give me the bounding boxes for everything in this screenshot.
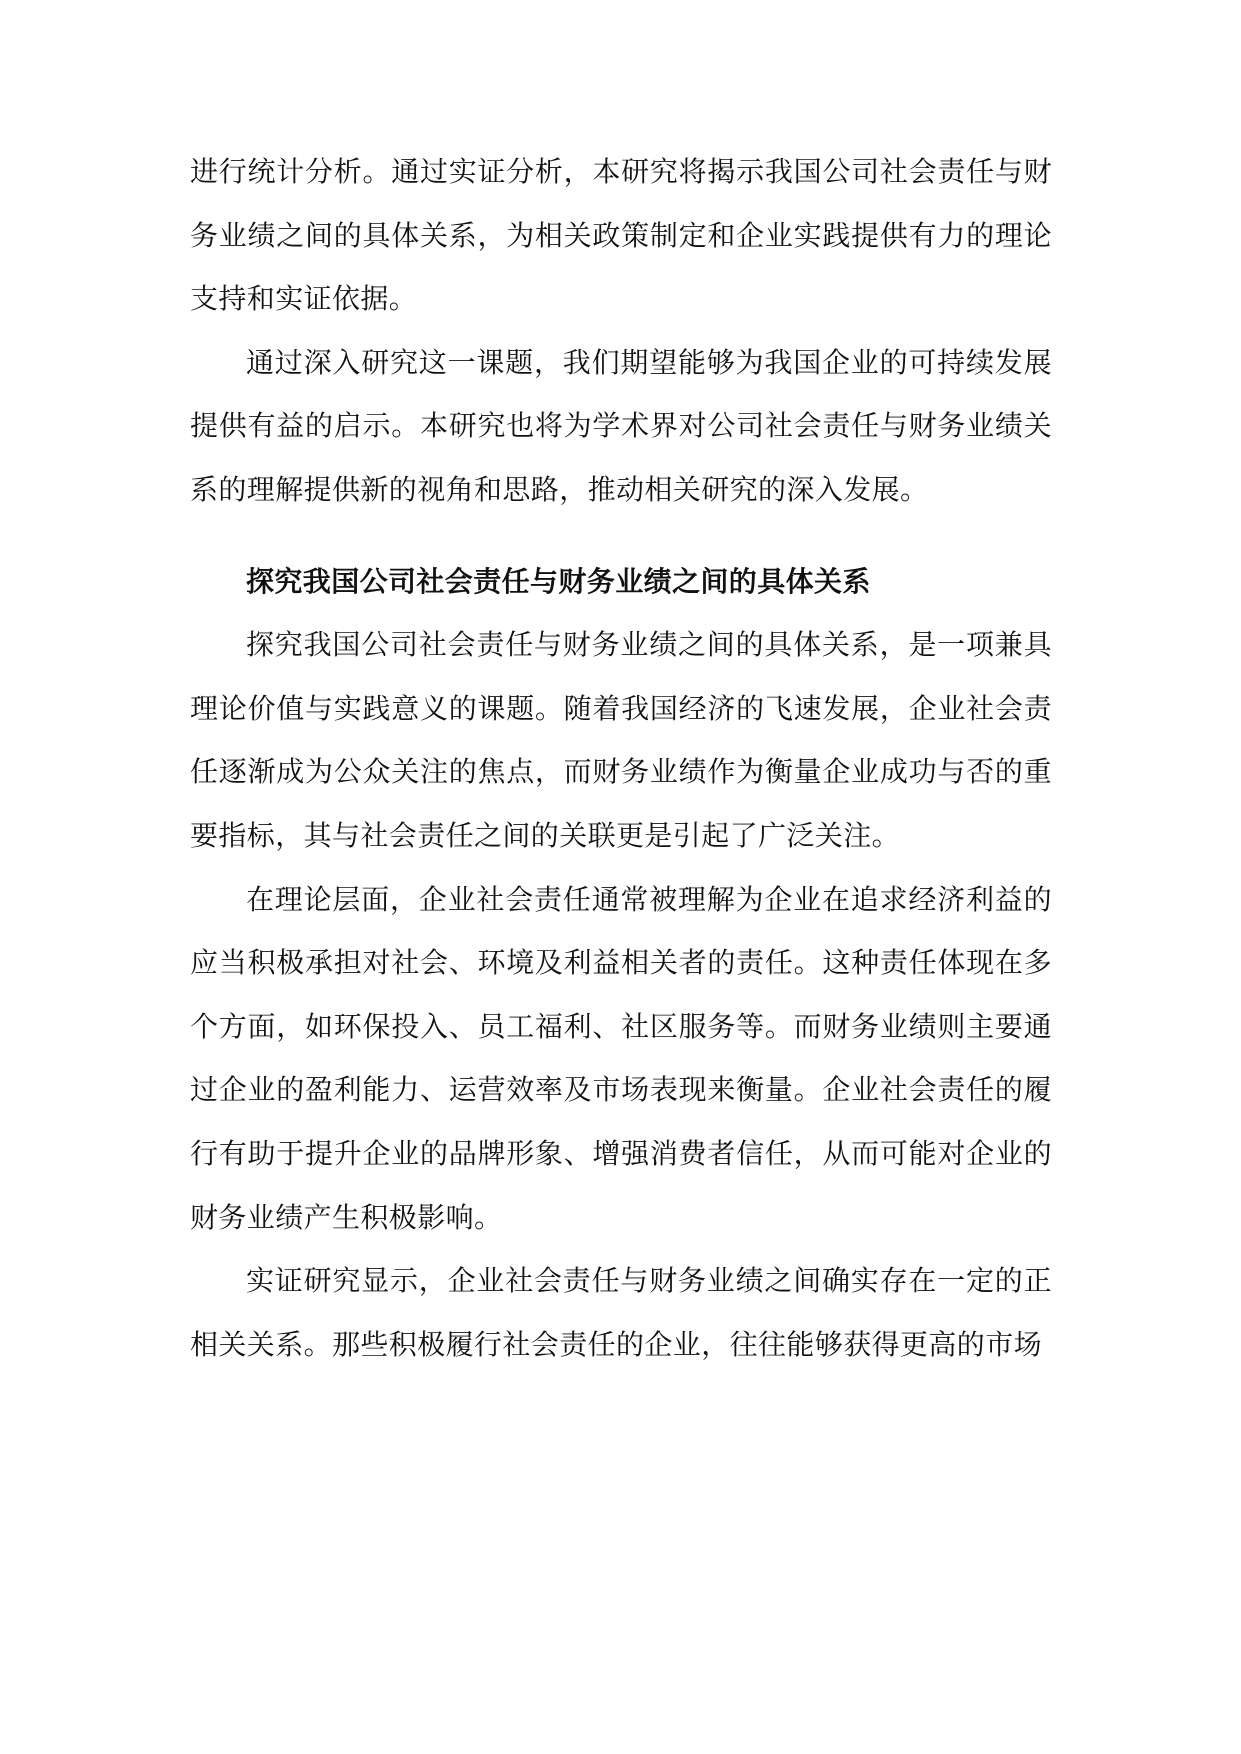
- document-body: [190, 140, 1052, 1376]
- section-heading: 探究我国公司社会责任与财务业绩之间的具体关系: [246, 564, 871, 598]
- paragraph-continued: 进行统计分析。通过实证分析，本研究将揭示我国公司社会责任与财务业绩之间的具体关系，为相关政策制定和企业实践提供有力的理论支持和实证依据。: [190, 155, 1052, 316]
- paragraph: 在理论层面，企业社会责任通常被理解为企业在追求经济利益的应当积极承担对社会、环境及利益相关者的责任。这种责任体现在多个方面，如环保投入、员工福利、社区服务等。而财务业绩则主要通过企业的盈利能力、运营效率及市场表现来衡量。企业社会责任的履行有助于提升企业的品牌形象、增强消费者信任，从而可能对企业的财务业绩产生积极影响。: [190, 882, 1052, 1234]
- paragraph: 探究我国公司社会责任与财务业绩之间的具体关系，是一项兼具理论价值与实践意义的课题。随着我国经济的飞速发展，企业社会责任逐渐成为公众关注的焦点，而财务业绩作为衡量企业成功与否的重要指标，其与社会责任之间的关联更是引起了广泛关注。: [190, 628, 1052, 852]
- paragraph: 通过深入研究这一课题，我们期望能够为我国企业的可持续发展提供有益的启示。本研究也将为学术界对公司社会责任与财务业绩关系的理解提供新的视角和思路，推动相关研究的深入发展。: [190, 345, 1052, 506]
- paragraph: 实证研究显示，企业社会责任与财务业绩之间确实存在一定的正相关关系。那些积极履行社会责任的企业，往往能够获得更高的市场: [190, 1264, 1052, 1361]
